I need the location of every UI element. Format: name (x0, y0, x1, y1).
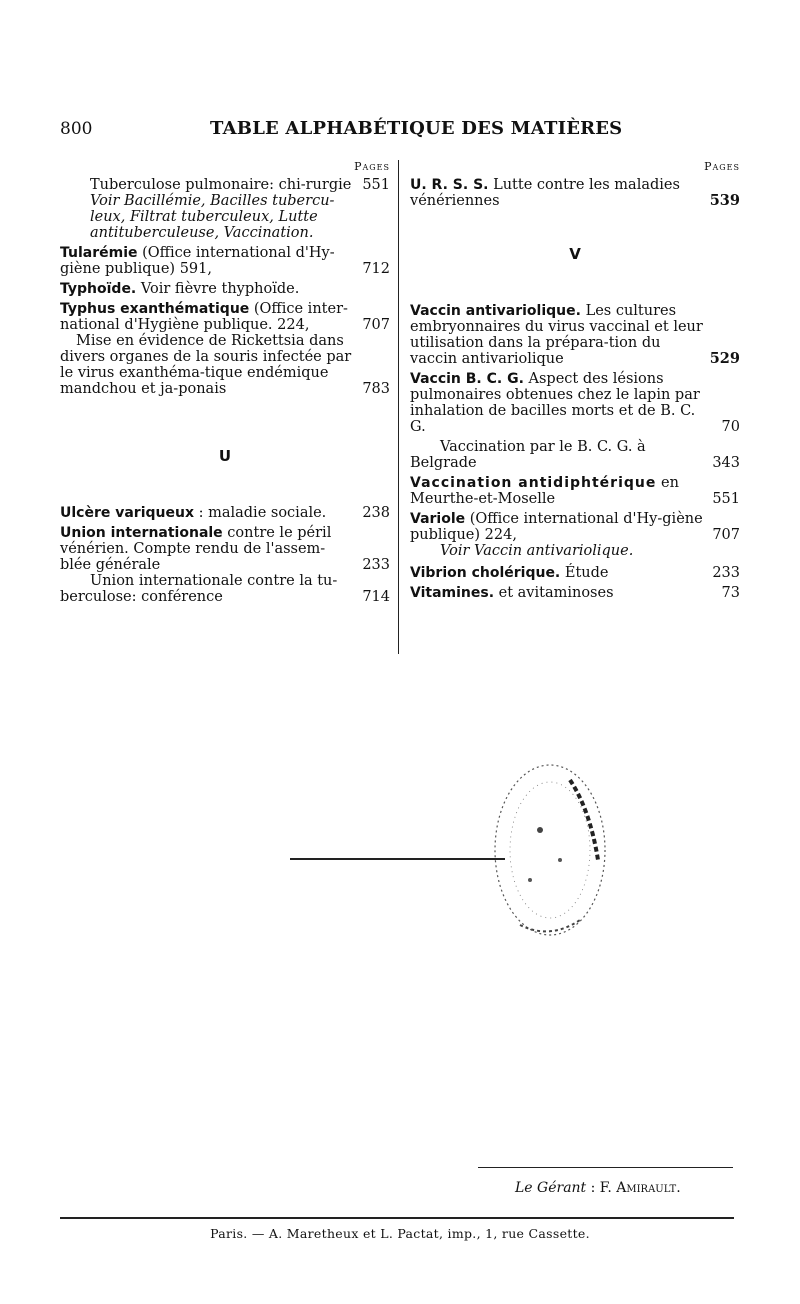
entry-desc: (Office international d'Hy-giène publique) (410, 511, 703, 543)
entry-desc: (Office inter-national d'Hygiène publique. 224, (60, 301, 348, 333)
separator-rule (290, 858, 505, 860)
entry-text (410, 303, 704, 367)
entry-desc: en Meurthe-et-Moselle (410, 475, 679, 507)
entry-desc: Aspect des lésions pulmonaires obtenues chez le lapin par inhalation de bacilles morts et de B. C. G. (410, 371, 700, 435)
pages-heading: Pages (354, 160, 390, 173)
entry-term: Typhoïde. (60, 281, 137, 297)
page-ref: 551 (362, 177, 390, 193)
index-entry (410, 177, 740, 209)
entry-term: Vitamines. (410, 585, 495, 601)
left-column (60, 160, 390, 607)
right-column (410, 160, 740, 603)
library-stamp (480, 750, 620, 950)
entry-text (410, 511, 704, 543)
section-letter: U (218, 447, 232, 465)
page-ref: 539 (709, 192, 740, 209)
entry-term: Ulcère variqueux (60, 505, 194, 521)
index-entry (60, 505, 390, 521)
section-letter: V (569, 245, 581, 263)
entry-desc: et avitaminoses (498, 585, 614, 601)
page-ref: 73 (721, 585, 740, 601)
entry-desc: Les cultures embryonnaires du virus vaccinal et leur utilisation dans la prépara-tion du vaccin antivariolique (410, 303, 703, 367)
see-also-text: Voir Bacillémie, Bacilles tubercu-leux, Filtrat tuberculeux, Lutte antituberculeuse, Vaccination. (90, 193, 335, 241)
entry-term: Vibrion cholérique. (410, 565, 561, 581)
page-ref: 224, (484, 527, 517, 543)
index-entry (60, 177, 390, 241)
page-ref: 591, (179, 261, 212, 277)
entry-text (410, 585, 704, 601)
index-entry (410, 303, 740, 367)
page-ref: 233 (712, 565, 740, 581)
index-entry (60, 281, 390, 297)
entry-text (410, 565, 704, 581)
entry-text (60, 505, 354, 521)
entry-subtext: Union internationale contre la tu-berculose: conférence (60, 573, 338, 605)
index-entry (410, 511, 740, 559)
page-ref: 238 (362, 505, 390, 521)
signature-line (515, 1180, 681, 1196)
entry-term: Tularémie (60, 245, 138, 261)
page-ref: 783 (362, 381, 390, 397)
entry-desc: contre le péril vénérien. Compte rendu de l'assem-blée générale (60, 525, 332, 573)
entry-subtext: Mise en évidence de Rickettsia dans divers organes de la souris infectée par le virus exanthéma-tique endémique mandchou et ja-ponais (60, 333, 352, 397)
index-entry (410, 371, 740, 471)
entry-desc: (Office international d'Hy-giène publique) (60, 245, 335, 277)
entry-desc: Étude (564, 565, 609, 581)
entry-text (410, 371, 704, 435)
entry-term: Vaccin antivariolique. (410, 303, 581, 319)
entry-text (60, 245, 354, 277)
footer-rule (60, 1217, 734, 1219)
see-also (60, 193, 390, 241)
page-number: 800 (60, 119, 93, 139)
entry-term: Variole (410, 511, 466, 527)
column-divider (398, 160, 399, 654)
entry-term: Union internationale (60, 525, 223, 541)
entry-term: Vaccination antidiphtérique (410, 475, 657, 491)
index-entry (410, 565, 740, 581)
page-ref: 529 (709, 350, 740, 367)
entry-text (410, 475, 704, 507)
entry-text (60, 301, 354, 333)
see-also (410, 543, 740, 559)
entry-text (410, 177, 704, 209)
page-ref: 343 (712, 455, 740, 471)
index-entry (60, 301, 390, 397)
index-entry (410, 585, 740, 601)
index-entry (60, 525, 390, 605)
entry-text: Tuberculose pulmonaire: chi-rurgie (90, 177, 352, 193)
entry-desc: : maladie sociale. (198, 505, 327, 521)
entry-desc: Voir fièvre thyphoïde. (140, 281, 300, 297)
signature-name: : F. Amirault. (590, 1180, 681, 1196)
page-ref: 712 (362, 261, 390, 277)
entry-term: U. R. S. S. (410, 177, 489, 193)
signature-label: Le Gérant (515, 1180, 587, 1196)
page-ref: 707 (362, 317, 390, 333)
index-entry (60, 245, 390, 277)
see-also-text: Voir Vaccin antivariolique. (440, 543, 634, 559)
page-ref: 233 (362, 557, 390, 573)
pages-heading: Pages (704, 160, 740, 173)
entry-text (60, 525, 354, 573)
signature-rule (478, 1167, 733, 1168)
page-ref: 707 (712, 527, 740, 543)
page-title: TABLE ALPHABÉTIQUE DES MATIÈRES (210, 118, 623, 139)
index-entry (410, 475, 740, 507)
page-ref: 551 (712, 491, 740, 507)
page-ref: 70 (721, 419, 740, 435)
printer-imprint: Paris. — A. Maretheux et L. Pactat, imp., 1, rue Cassette. (210, 1226, 590, 1241)
entry-desc: Lutte contre les maladies vénériennes (410, 177, 680, 209)
page-ref: 714 (362, 589, 390, 605)
entry-subtext: Vaccination par le B. C. G. à Belgrade (410, 439, 646, 471)
entry-term: Vaccin B. C. G. (410, 371, 524, 387)
entry-term: Typhus exanthématique (60, 301, 250, 317)
